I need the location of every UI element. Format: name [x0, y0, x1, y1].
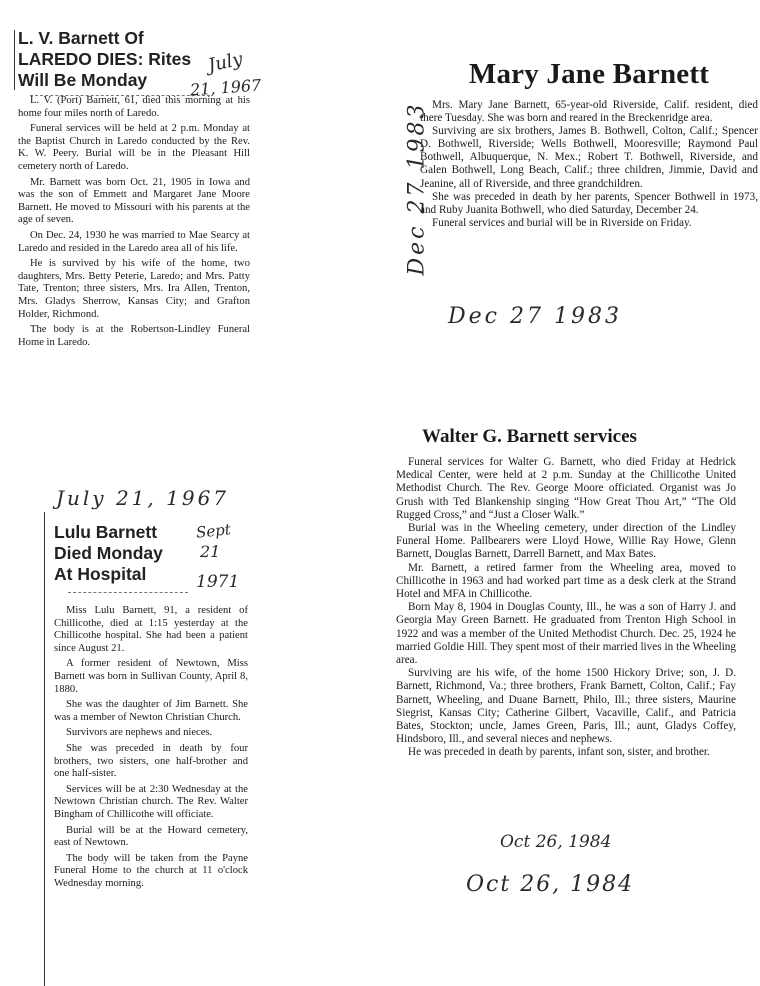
paragraph: Born May 8, 1904 in Douglas County, Ill., he was a son of Harry J. and Georgia May Green Barnett. He graduated from Trenton High School in 1922 and was a member of the United Methodist Church. Dec. 25, 1924 he married Goldie Hill. They spent most of their married lives in the Wheeling area.: [396, 601, 736, 667]
clip-edge: [14, 30, 15, 90]
paragraph: Funeral services will be held at 2 p.m. Monday at the Baptist Church in Laredo conducted by the Rev. K. W. Peery. Burial will be in the Pleasant Hill cemetery north of Laredo.: [18, 123, 250, 172]
headline: Walter G. Barnett services: [422, 426, 637, 447]
handwritten-year: 1971: [196, 572, 240, 592]
article-body: [420, 99, 758, 230]
paragraph: Burial will be at the Howard cemetery, east of Newtown.: [54, 824, 248, 849]
handwritten-month: July: [206, 48, 245, 77]
paragraph: Surviving are six brothers, James B. Bothwell, Colton, Calif.; Spencer D. Bothwell, Riverside; Wells Bothwell, Mooresville; Raymond Paul Bothwell, Albuquerque, N. Mex.; Robert T. Bothwell, Riverside, and Galen Bothwell, Long Beach, Calif.; three children, Jimmie, David and Jeanine, all of Riverside, and three grandchildren.: [420, 125, 758, 190]
headline-line-3: Will Be Monday: [18, 70, 148, 90]
article-body: [396, 456, 736, 760]
paragraph: On Dec. 24, 1930 he was married to Mae Searcy at Laredo and resided in the Laredo area all of his life.: [18, 229, 250, 254]
divider: [68, 592, 188, 593]
clipping-lv-barnett: [18, 28, 250, 352]
paragraph: He was preceded in death by parents, infant son, sister, and brother.: [408, 746, 710, 759]
paragraph: She was the daughter of Jim Barnett. She was a member of Newton Christian Church.: [54, 699, 248, 723]
paragraph: Funeral services and burial will be in Riverside on Friday.: [432, 216, 692, 229]
handwritten-day: 21: [200, 542, 221, 561]
headline-line-1: Lulu Barnett: [54, 522, 158, 542]
paragraph: Survivors are nephews and nieces.: [66, 727, 213, 739]
paragraph: The body is at the Robertson-Lindley Funeral Home in Laredo.: [18, 324, 250, 348]
paragraph: Miss Lulu Barnett, 91, a resident of Chillicothe, died at 1:15 yesterday at the Chillicothe hospital. She had been a patient since August 21.: [54, 605, 248, 654]
handwritten-vertical-date: Dec 27 1983: [404, 101, 430, 276]
handwritten-date-below: Oct 26, 1984: [466, 872, 635, 897]
handwritten-date: 21, 1967: [189, 75, 262, 100]
paragraph: Services will be at 2:30 Wednesday at the Newtown Christian church. The Rev. Walter Bingham of Chillicothe will officiate.: [54, 783, 248, 820]
headline-line-2: Died Monday: [54, 543, 163, 563]
paragraph: She was preceded in death by her parents, Spencer Bothwell in 1973, and Ruby Juanita Bothwell, who died Saturday, December 24.: [420, 190, 758, 216]
divider: [30, 95, 210, 96]
handwritten-date-below: July 21, 1967: [56, 486, 230, 510]
clipping-walter-barnett: [396, 426, 736, 760]
headline-line-1: L. V. Barnett Of: [18, 28, 144, 48]
paragraph: He is survived by his wife of the home, two daughters, Mrs. Betty Peterie, Laredo; and Mrs. Patty Tate, Trenton; three sisters, Mrs. Ira Allen, Trenton, Mrs. Gladys Sherrow, Kansas City; and Grafton Holder, Richmond.: [18, 258, 250, 320]
paragraph: Burial was in the Wheeling cemetery, under direction of the Lindley Funeral Home. Pallbearers were Lloyd Howe, Willie Ray Howe, Glenn Barnett, Douglas Barnett, Darrell Barnett, and Max Bates.: [396, 522, 736, 561]
paragraph: She was preceded in death by four brothers, two sisters, one half-brother and one half-sister.: [54, 742, 248, 780]
handwritten-month: Sept: [195, 520, 232, 542]
paragraph: Funeral services for Walter G. Barnett, who died Friday at Hedrick Medical Center, were held at 2 p.m. Sunday at the Chillicothe United Methodist Church. The Rev. George Moore officiated. Organist was Jo Grush with Ted Blankenship singing “How Great Thou Art,” “The Old Rugged Cross,” and “Just a Closer Walk.”: [396, 456, 736, 521]
paragraph: Mr. Barnett, a retired farmer from the Wheeling area, moved to Chillicothe in 1963 and had worked part time as a desk clerk at the Strand Hotel and MFA in Chillicothe.: [396, 561, 736, 601]
handwritten-date-inline: Oct 26, 1984: [500, 832, 612, 852]
paragraph: A former resident of Newtown, Miss Barnett was born in Sullivan County, April 8, 1880.: [54, 658, 248, 695]
paragraph: L. V. (Port) Barnett, 61, died this morning at his home four miles north of Laredo.: [18, 95, 250, 119]
clipping-mary-jane-barnett: [420, 58, 758, 230]
headline: Mary Jane Barnett: [468, 58, 710, 90]
article-body: [54, 605, 248, 890]
handwritten-date-below: Dec 27 1983: [448, 304, 622, 329]
paragraph: Surviving are his wife, of the home 1500 Hickory Drive; son, J. D. Barnett, Richmond, Va.; three brothers, Frank Barnett, Colton, Calif.; Fay Barnett, Wheeling, and Duane Barnett, Philo, Ill.; three sisters, Maurine Siegrist, Kansas City; Catherine Gilbert, Vacaville, Calif., and Patricia Bates, Stockton; uncle, James Green, Paris, Ill.; aunt, Gladys Coffey, Hindsboro, Ill., and several nieces and nephews.: [396, 667, 736, 746]
clip-edge: [44, 512, 45, 986]
paragraph: Mr. Barnett was born Oct. 21, 1905 in Iowa and was the son of Emmett and Margaret Jane Moore Barnett. He moved to Missouri with his parents at the age of seven.: [18, 176, 250, 226]
headline-line-2: LAREDO DIES: Rites: [18, 49, 192, 69]
paragraph: Mrs. Mary Jane Barnett, 65-year-old Riverside, Calif. resident, died there Tuesday. She was born and reared in the Breckenridge area.: [420, 99, 758, 125]
paragraph: The body will be taken from the Payne Funeral Home to the church at 11 o'clock Wednesday morning.: [54, 852, 248, 889]
article-body: [18, 95, 250, 349]
headline-line-3: At Hospital: [54, 564, 147, 584]
